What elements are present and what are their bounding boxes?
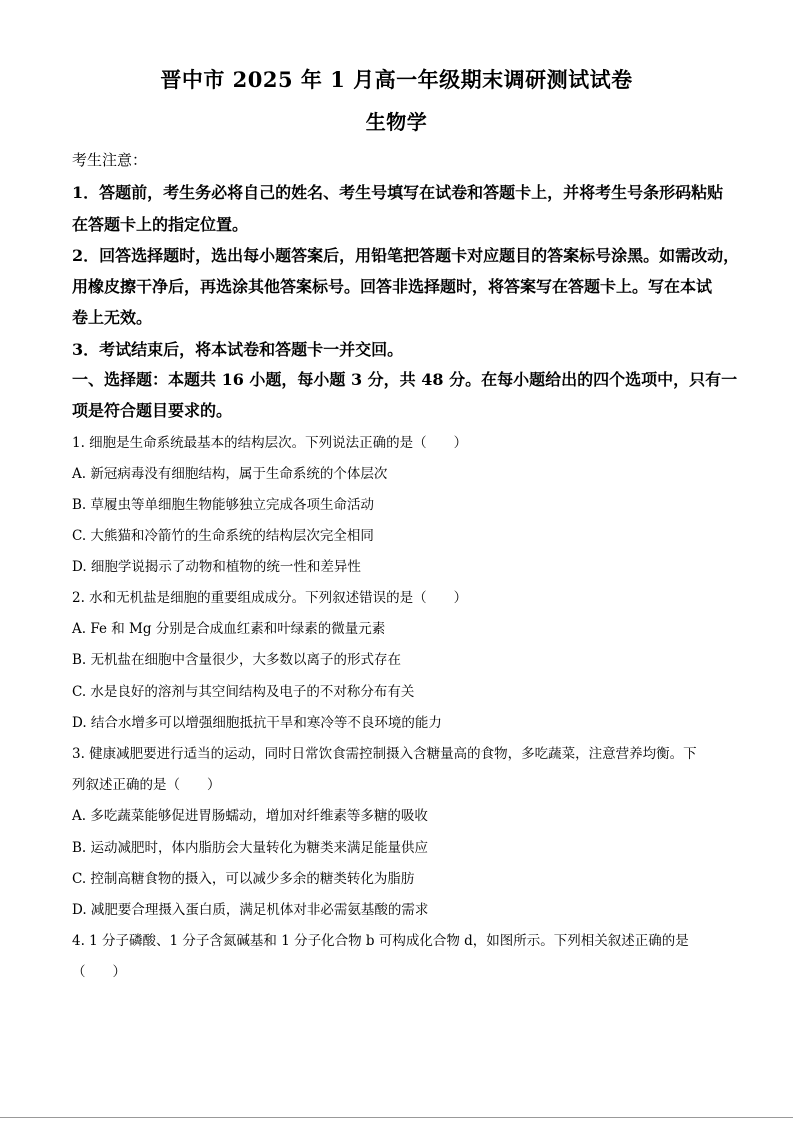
question-2-stem: 2. 水和无机盐是细胞的重要组成成分。下列叙述错误的是（ ） [72, 590, 468, 606]
notice-item-3: 3．考试结束后，将本试卷和答题卡一并交回。 [72, 340, 404, 359]
notice-item-1-line-2: 在答题卡上的指定位置。 [72, 215, 249, 234]
subject-title: 生物学 [365, 110, 428, 134]
question-3-option-a: A. 多吃蔬菜能够促进胃肠蠕动，增加对纤维素等多糖的吸收 [72, 808, 428, 824]
question-1-option-c: C. 大熊猫和冷箭竹的生命系统的结构层次完全相同 [72, 528, 374, 544]
section-heading-line-1: 一、选择题：本题共 16 小题，每小题 3 分，共 48 分。在每小题给出的四个选项中，只有一 [72, 370, 738, 389]
question-4-stem-line-2: （ ） [72, 964, 126, 980]
question-2-option-d: D. 结合水增多可以增强细胞抵抗干旱和寒冷等不良环境的能力 [72, 715, 442, 731]
section-heading-line-2: 项是符合题目要求的。 [72, 401, 233, 420]
question-1-option-a: A. 新冠病毒没有细胞结构，属于生命系统的个体层次 [72, 466, 388, 482]
question-2-option-a: A. Fe 和 Mg 分别是合成血红素和叶绿素的微量元素 [72, 621, 386, 637]
question-4-stem-line-1: 4. 1 分子磷酸、1 分子含氮碱基和 1 分子化合物 b 可构成化合物 d，如图所示。下列相关叙述正确的是 [72, 933, 689, 949]
question-2-option-c: C. 水是良好的溶剂与其空间结构及电子的不对称分布有关 [72, 684, 415, 700]
question-3-stem-line-1: 3. 健康减肥要进行适当的运动，同时日常饮食需控制摄入含糖量高的食物，多吃蔬菜，注意营养均衡。下 [72, 746, 697, 762]
question-2-option-b: B. 无机盐在细胞中含量很少，大多数以离子的形式存在 [72, 652, 402, 668]
notice-item-1-line-1: 1．答题前，考生务必将自己的姓名、考生号填写在试卷和答题卡上，并将考生号条形码粘贴 [72, 183, 724, 202]
notice-item-2-line-3: 卷上无效。 [72, 308, 153, 327]
question-1-stem: 1. 细胞是生命系统最基本的结构层次。下列说法正确的是（ ） [72, 435, 468, 451]
question-3-option-b: B. 运动减肥时，体内脂肪会大量转化为糖类来满足能量供应 [72, 840, 429, 856]
question-3-option-c: C. 控制高糖食物的摄入，可以减少多余的糖类转化为脂肪 [72, 871, 415, 887]
question-1-option-d: D. 细胞学说揭示了动物和植物的统一性和差异性 [72, 559, 361, 575]
notice-item-2-line-1: 2．回答选择题时，选出每小题答案后，用铅笔把答题卡对应题目的答案标号涂黑。如需改动， [72, 246, 740, 265]
question-3-stem-line-2: 列叙述正确的是（ ） [72, 777, 221, 793]
question-1-option-b: B. 草履虫等单细胞生物能够独立完成各项生命活动 [72, 497, 375, 513]
page-bottom-divider [0, 1117, 793, 1118]
question-3-option-d: D. 减肥要合理摄入蛋白质，满足机体对非必需氨基酸的需求 [72, 902, 429, 918]
exam-title: 晋中市 2025 年 1 月高一年级期末调研测试试卷 [160, 67, 633, 92]
notice-item-2-line-2: 用橡皮擦干净后，再选涂其他答案标号。回答非选择题时，将答案写在答题卡上。写在本试 [72, 277, 713, 296]
notice-heading: 考生注意： [72, 151, 148, 169]
